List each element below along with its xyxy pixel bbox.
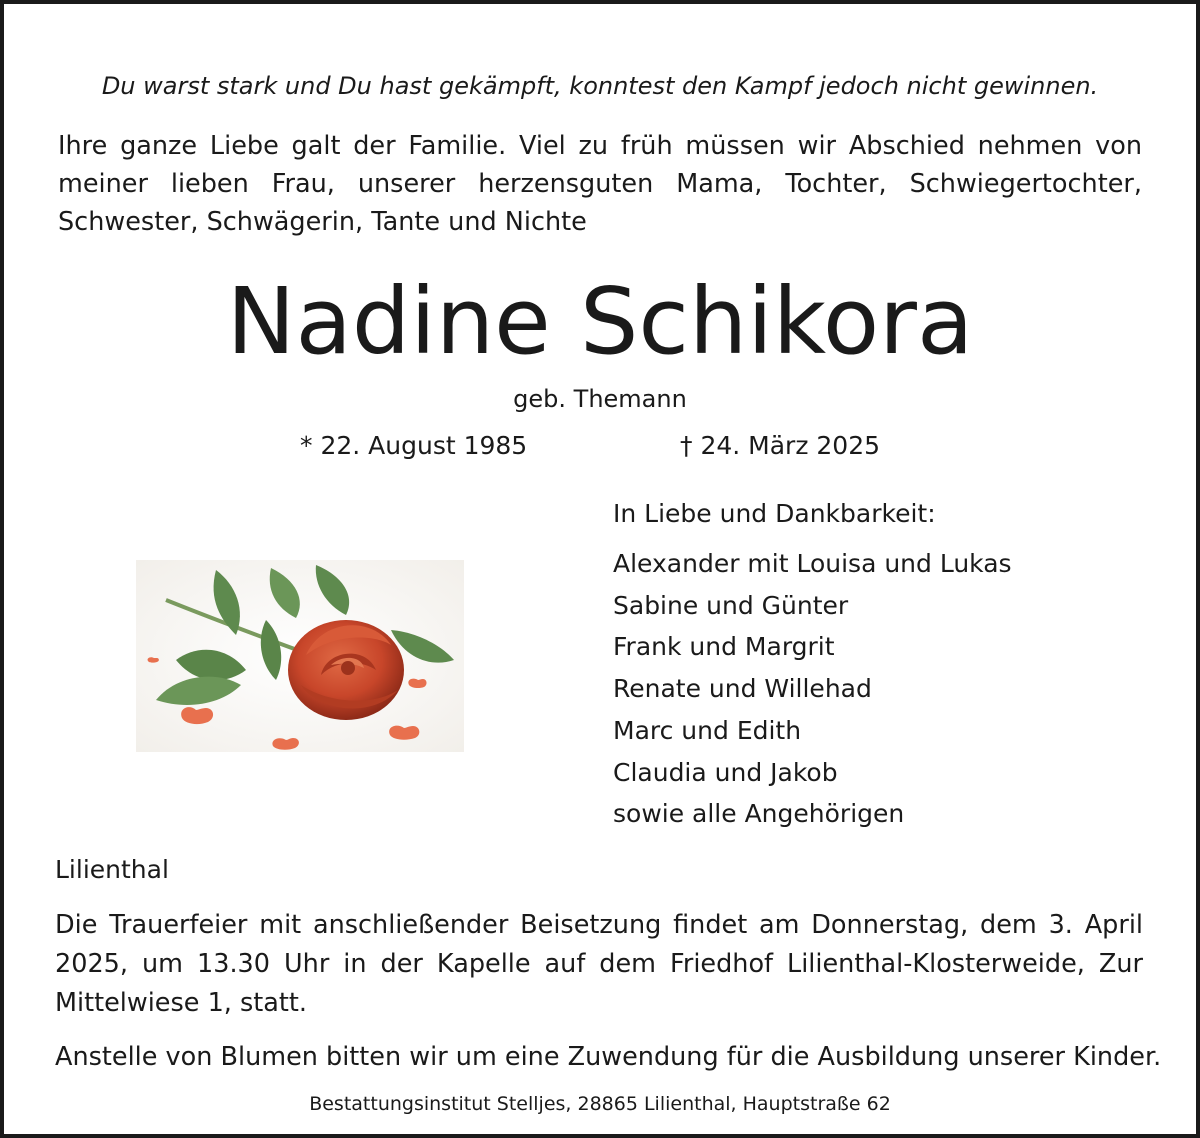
intro-text: Ihre ganze Liebe galt der Familie. Viel zu früh müssen wir Abschied nehmen von meiner lieben Frau, unserer herzensguten Mama, Tochter, Schwiegertochter, Schwester, Schwägerin, Tante und Nichte xyxy=(58,131,1142,237)
mourners-list xyxy=(613,543,1012,835)
donation-request: Anstelle von Blumen bitten wir um eine Zuwendung für die Ausbildung unserer Kinder. xyxy=(55,1042,1162,1072)
funeral-home-address: Bestattungsinstitut Stelljes, 28865 Lilienthal, Hauptstraße 62 xyxy=(309,1093,891,1115)
place-name: Lilienthal xyxy=(55,855,169,884)
maiden-name: geb. Themann xyxy=(513,385,687,413)
mourner-entry: Alexander mit Louisa und Lukas xyxy=(613,549,1012,578)
mourner-entry: sowie alle Angehörigen xyxy=(613,799,905,829)
rose-with-hearts-icon xyxy=(136,560,464,752)
mourner-entry: Sabine und Günter xyxy=(613,590,849,620)
mourner-entry: Renate und Willehad xyxy=(613,674,872,704)
mourner-entry: Frank und Margrit xyxy=(613,632,835,662)
birth-date: * 22. August 1985 xyxy=(300,431,528,460)
deceased-name: Nadine Schikora xyxy=(226,268,974,375)
motto: Du warst stark und Du hast gekämpft, konntest den Kampf jedoch nicht gewinnen. xyxy=(101,72,1099,100)
mourners-heading: In Liebe und Dankbarkeit: xyxy=(613,499,936,528)
funeral-details: Die Trauerfeier mit anschließender Beisetzung findet am Donnerstag, dem 3. April 2025, um 13.30 Uhr in der Kapelle auf dem Friedhof Lilienthal-Klosterweide, Zur Mittelwiese 1, statt. xyxy=(55,910,1143,1018)
mourner-entry: Marc und Edith xyxy=(613,715,802,745)
mourner-entry: Claudia und Jakob xyxy=(613,757,838,787)
death-date: † 24. März 2025 xyxy=(680,431,881,460)
